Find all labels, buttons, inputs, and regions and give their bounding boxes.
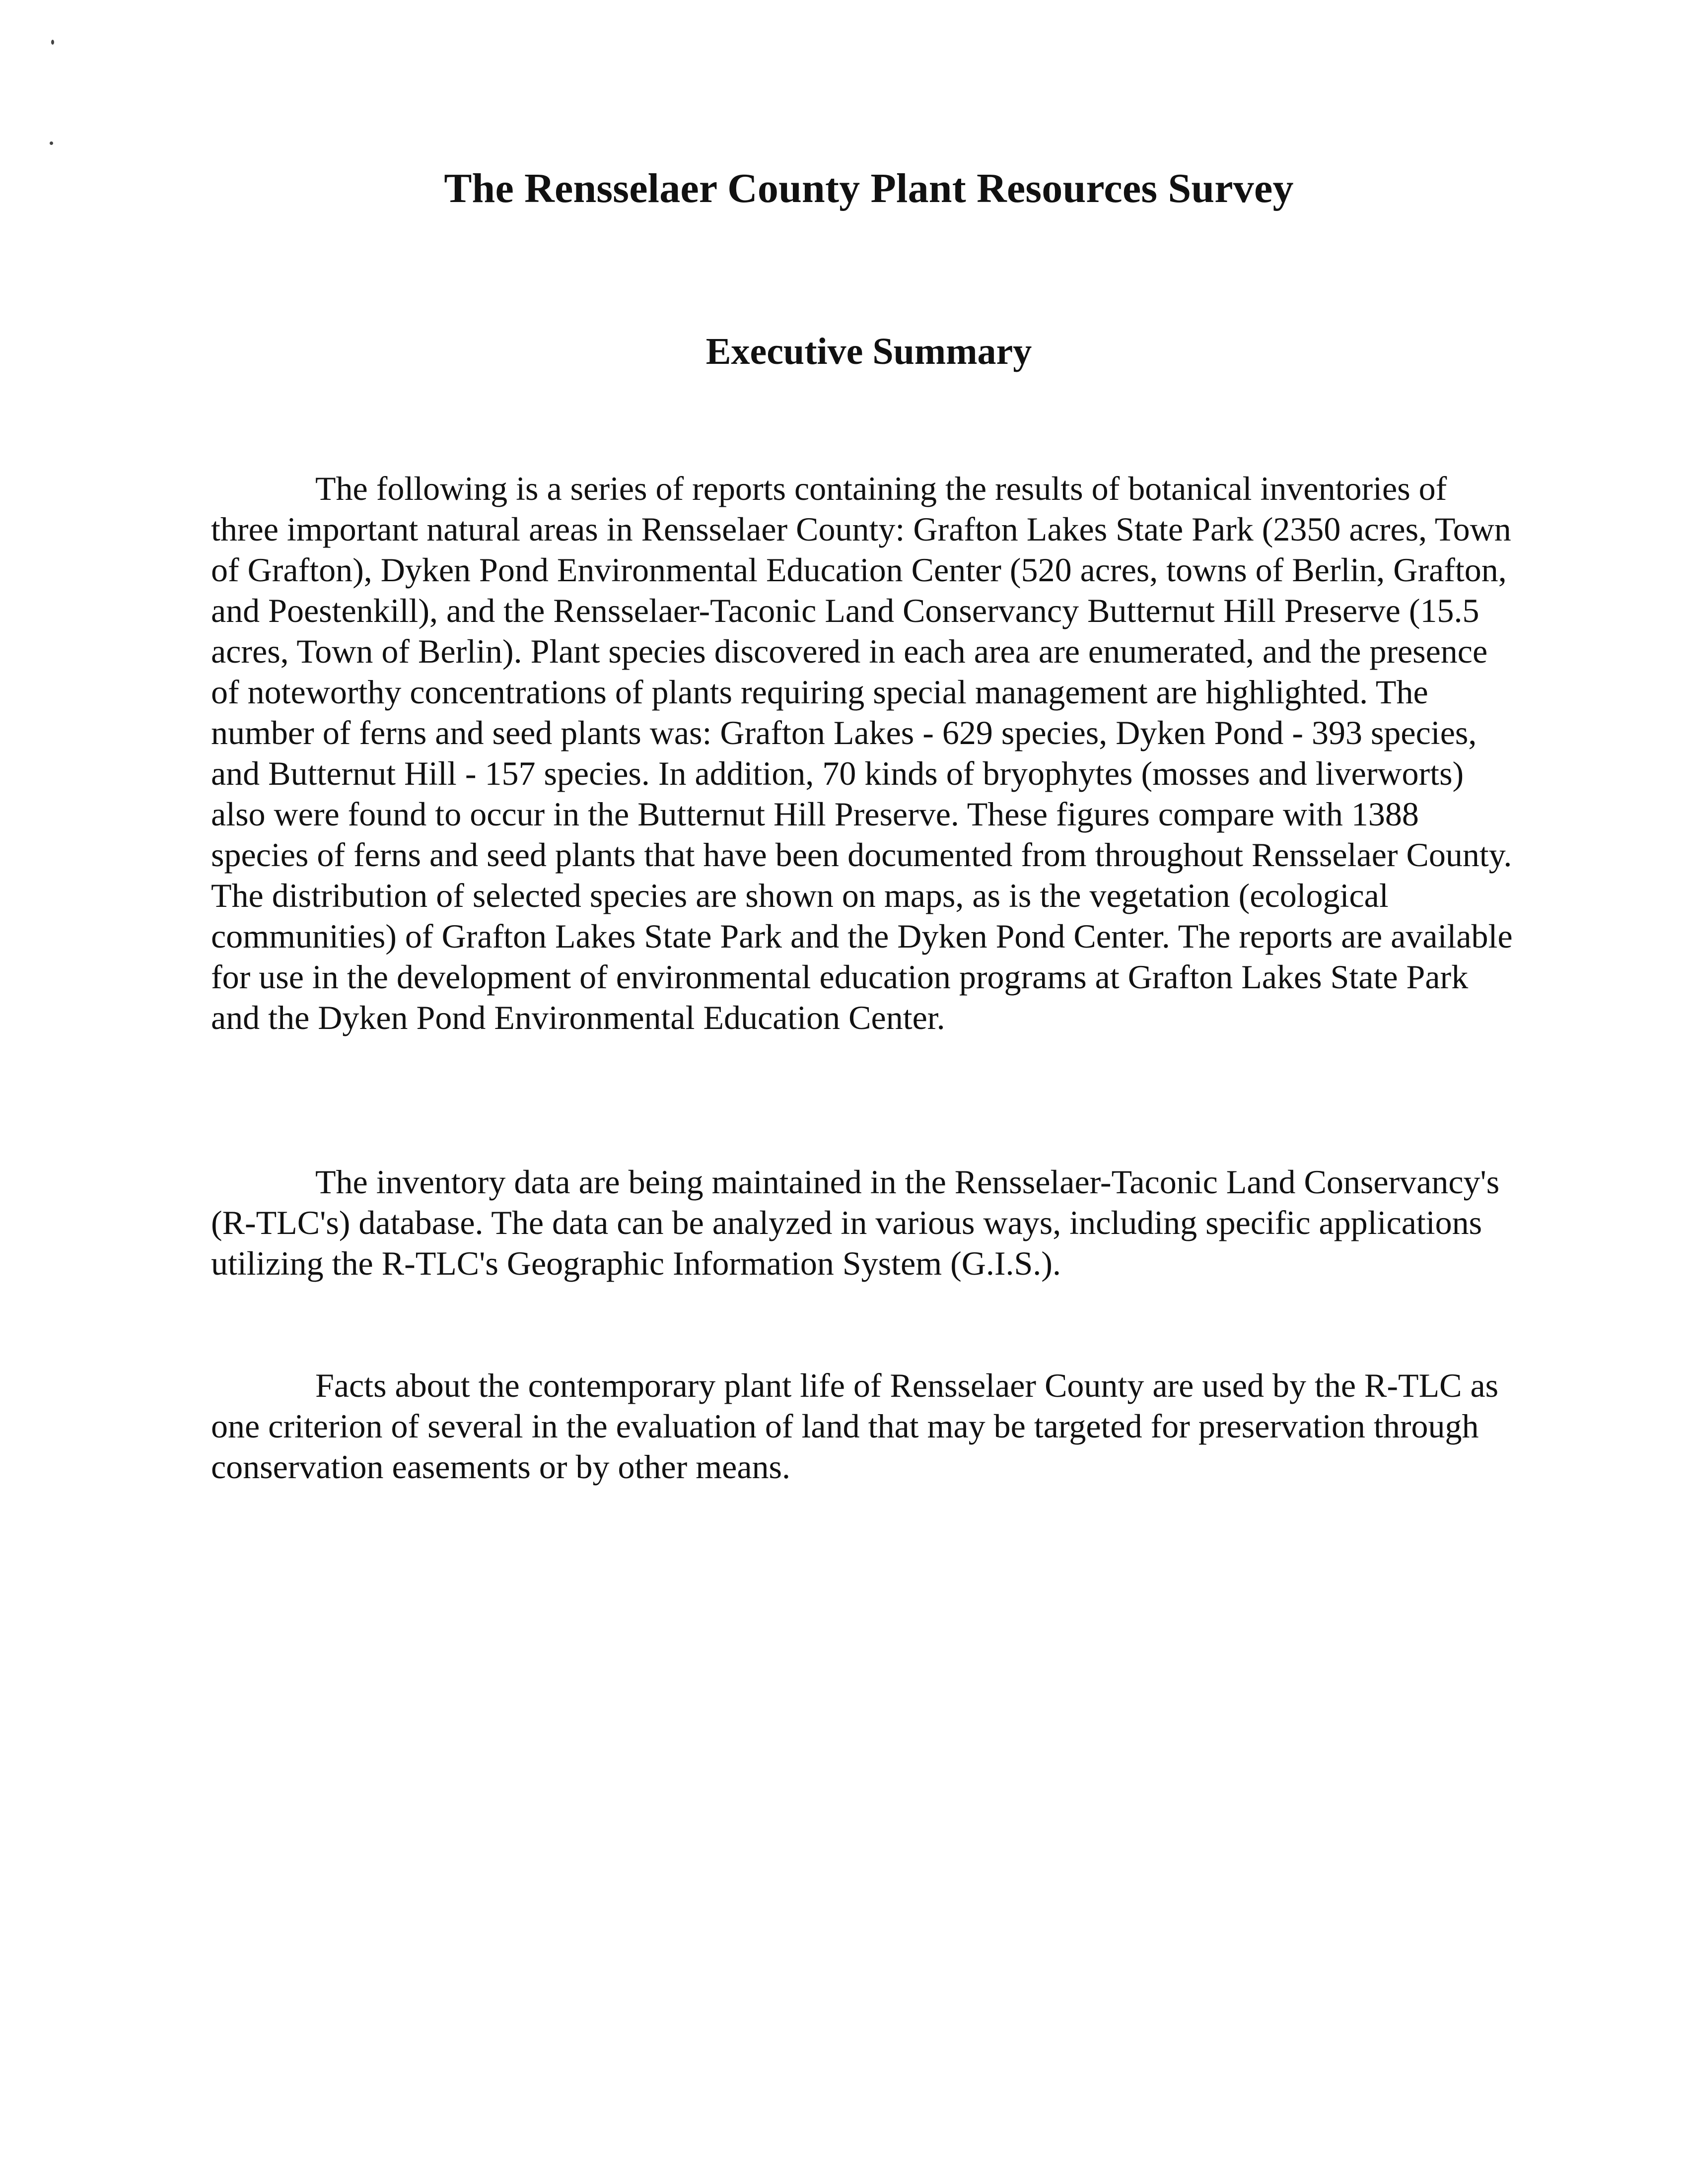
summary-paragraph-1: The following is a series of reports containing the results of botanical inventories of three important natural areas in Rensselaer County: Grafton Lakes State Park (2350 acres, Town of Grafton), Dyken Pond Environmental Education Center (520 acres, towns of Berlin, Grafton, and Poestenkill), and the Rensselaer-Taconic Land Conservancy Butternut Hill Preserve (15.5 acres, Town of Berlin). Plant species discovered in each area are enumerated, and the presence of noteworthy concentrations of plants requiring special management are highlighted. The number of ferns and seed plants was: Grafton Lakes - 629 species, Dyken Pond - 393 species, and Butternut Hill - 157 species. In addition, 70 kinds of bryophytes (mosses and liverworts) also were found to occur in the Butternut Hill Preserve. These figures compare with 1388 species of ferns and seed plants that have been documented from throughout Rensselaer County. The distribution of selected species are shown on maps, as is the vegetation (ecological communities) of Grafton Lakes State Park and the Dyken Pond Center. The reports are available for use in the development of environmental education programs at Grafton Lakes State Park and the Dyken Pond Environmental Education Center. (211, 470, 1513, 1036)
scan-speck (50, 141, 53, 145)
document-title: The Rensselaer County Plant Resources Survey (444, 165, 1294, 211)
summary-paragraph-3: Facts about the contemporary plant life of Rensselaer County are used by the R-TLC as one criterion of several in the evaluation of land that may be targeted for preservation through conservation easements or by other means. (211, 1366, 1499, 1486)
summary-paragraph-2: The inventory data are being maintained in the Rensselaer-Taconic Land Conservancy's (R-TLC's) database. The data can be analyzed in various ways, including specific applications utilizing the R-TLC's Geographic Information System (G.I.S.). (211, 1163, 1500, 1282)
section-heading-executive-summary: Executive Summary (705, 331, 1032, 372)
scan-speck (51, 40, 54, 45)
